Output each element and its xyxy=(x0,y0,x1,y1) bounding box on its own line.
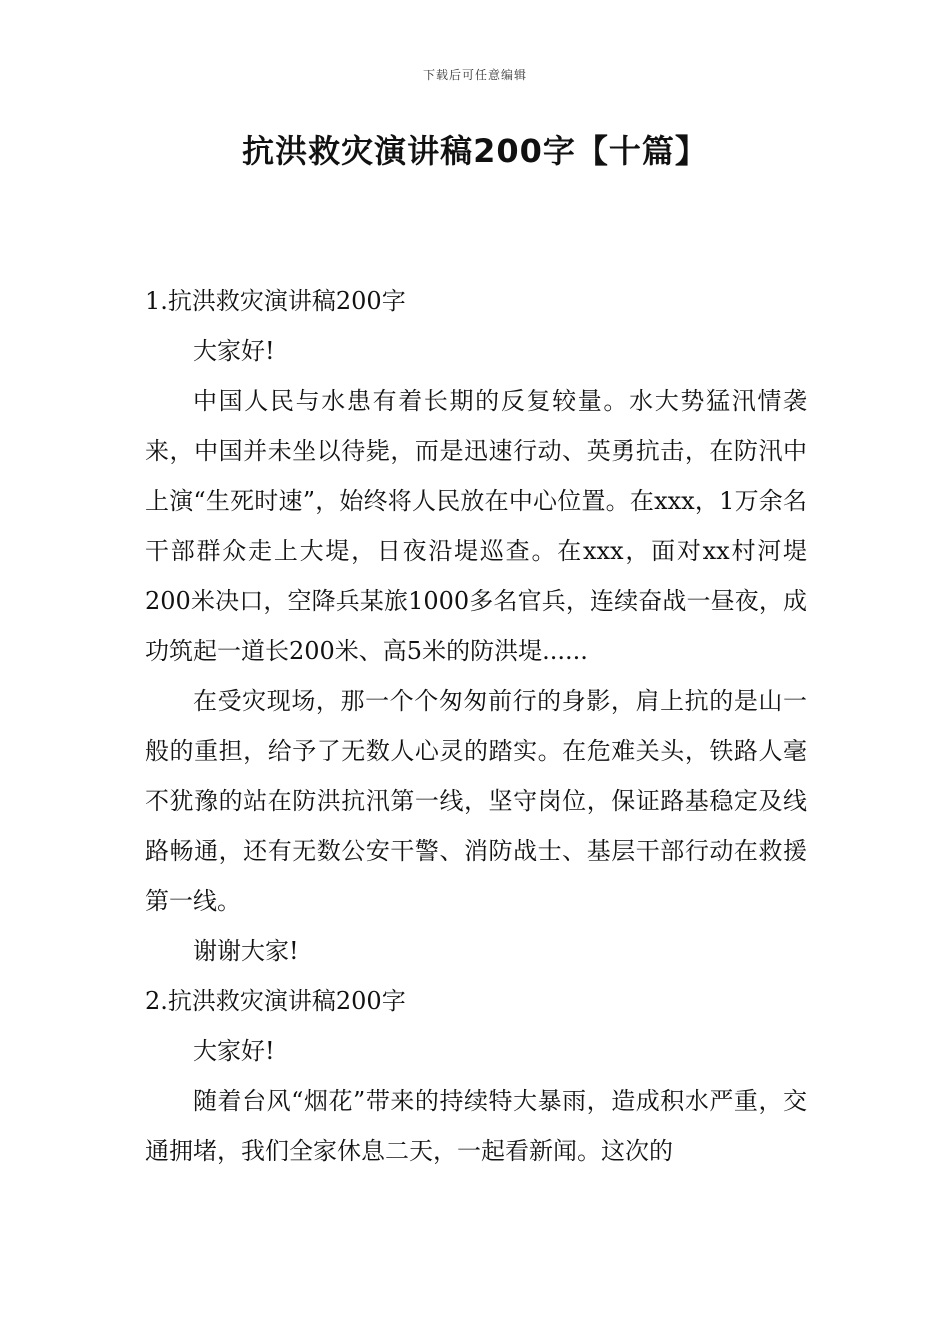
document-body xyxy=(145,276,807,1176)
closing-paragraph: 谢谢大家! xyxy=(193,937,299,965)
body-paragraph: 在受灾现场，那一个个匆匆前行的身影，肩上抗的是山一般的重担，给予了无数人心灵的踏实。在危难关头，铁路人毫不犹豫的站在防洪抗汛第一线，坚守岗位，保证路基稳定及线路畅通，还有无数公安干警、消防战士、基层干部行动在救援第一线。 xyxy=(145,687,807,915)
greeting-paragraph: 大家好! xyxy=(193,1037,275,1065)
header-note: 下载后可任意编辑 xyxy=(422,68,527,82)
body-paragraph: 中国人民与水患有着长期的反复较量。水大势猛汛情袭来，中国并未坐以待毙，而是迅速行动、英勇抗击，在防汛中上演“生死时速”，始终将人民放在中心位置。在xxx，1万余名干部群众走上大堤，日夜沿堤巡查。在xxx，面对xx村河堤200米决口，空降兵某旅1000多名官兵，连续奋战一昼夜，成功筑起一道长200米、高5米的防洪堤...... xyxy=(145,387,807,665)
greeting-paragraph: 大家好! xyxy=(193,337,275,365)
document-title: 抗洪救灾演讲稿200字【十篇】 xyxy=(242,132,708,170)
body-paragraph: 随着台风“烟花”带来的持续特大暴雨，造成积水严重，交通拥堵，我们全家休息二天，一起看新闻。这次的 xyxy=(145,1087,807,1165)
section-heading-2: 2.抗洪救灾演讲稿200字 xyxy=(145,987,406,1015)
section-heading-1: 1.抗洪救灾演讲稿200字 xyxy=(145,287,406,315)
